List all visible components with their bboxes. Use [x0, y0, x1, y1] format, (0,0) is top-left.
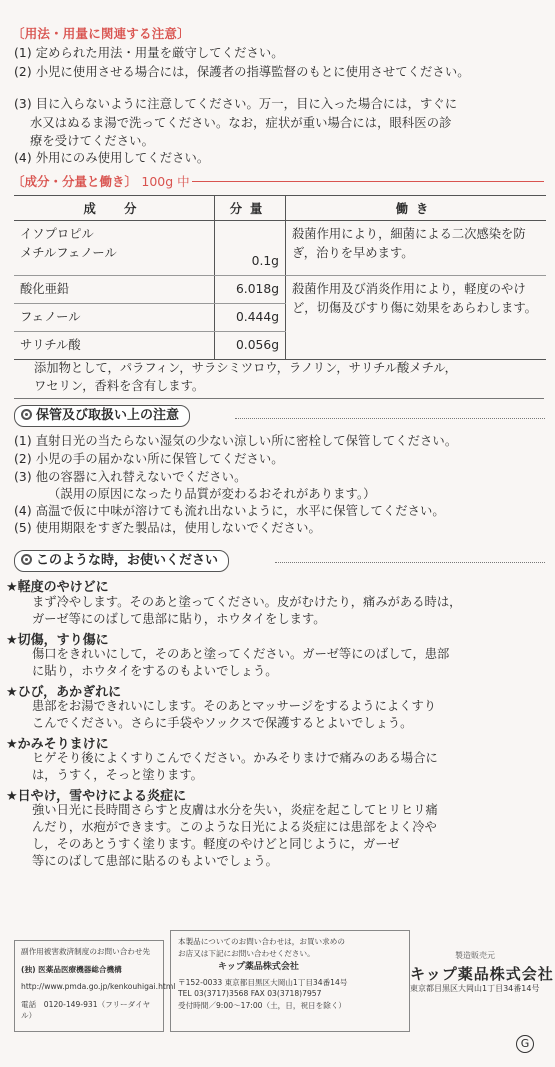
composition-table: [14, 195, 546, 360]
use-body: こんでください。さらに手袋やソックスで保護するとよいでしょう。: [32, 716, 413, 730]
uses-heading-text: このような時，お使いください: [36, 553, 219, 568]
g-mark-icon: G: [516, 1035, 534, 1053]
ingredient-effect: 殺菌作用及び消炎作用により，軽度のやけど，切傷及びすり傷に効果をあらわします。: [286, 276, 547, 360]
use-body: ガーゼ等にのばして患部に貼り，ホウタイをします。: [32, 612, 326, 626]
usage-line: (2) 小児に使用させる場合には，保護者の指導監督のもとに使用させてください。: [14, 65, 470, 79]
relief-phone: 電話 0120-149-931（フリーダイヤル）: [21, 999, 151, 1020]
table-row: [14, 276, 546, 304]
use-body: し，そのあとうすく塗ります。軽度のやけどと同じように，ガーゼ: [32, 837, 400, 851]
bullet-icon: [21, 409, 32, 420]
use-body: まず冷やします。そのあと塗ってください。皮がむけたり，痛みがある時は，: [32, 595, 462, 609]
use-body: 等にのばして患部に貼るのもよいでしょう。: [32, 854, 278, 868]
use-body: は，うすく，そっと塗ります。: [32, 768, 203, 782]
divider: [275, 562, 545, 563]
use-body: 強い日光に長時間さらすと皮膚は水分を失い，炎症を起こしてヒリヒリ痛: [32, 803, 438, 817]
ingredient-effect: 殺菌作用により，細菌による二次感染を防ぎ，治りを早めます。: [286, 221, 547, 276]
storage-heading-text: 保管及び取扱い上の注意: [36, 408, 180, 423]
ingredient-name: サリチル酸: [14, 332, 215, 360]
inquiry-box: [170, 930, 410, 1032]
use-title: ★切傷，すり傷に: [6, 633, 109, 648]
usage-line: (1) 定められた用法・用量を厳守してください。: [14, 46, 284, 60]
relief-url[interactable]: http://www.pmda.go.jp/kenkouhigai.html: [21, 982, 176, 991]
table-header-row: [14, 196, 546, 221]
ingredient-amount: 0.444g: [215, 304, 286, 332]
composition-rule: [192, 181, 544, 182]
use-body: 傷口をきれいにして，そのあと塗ってください。ガーゼ等にのばして，患部: [32, 647, 450, 661]
usage-line: 水又はぬるま湯で洗ってください。なお，症状が重い場合には，眼科医の診: [30, 116, 452, 130]
composition-heading: [12, 172, 190, 190]
use-body: んだり，水疱ができます。このような日光による炎症には患部をよく冷や: [32, 820, 437, 834]
ingredient-name: イソプロピル メチルフェノール: [14, 221, 215, 276]
divider: [235, 418, 545, 419]
composition-heading-text: 〔成分・分量と働き〕: [12, 174, 138, 189]
col-effect: 働き: [286, 196, 547, 221]
col-amount: 分量: [215, 196, 286, 221]
storage-line: (4) 高温で仮に中味が溶けても流れ出ないように，水平に保管してください。: [14, 504, 445, 518]
usage-line: 療を受けてください。: [30, 134, 154, 148]
inquiry-hours: 受付時間／9:00〜17:00（土，日，祝日を除く）: [178, 1000, 347, 1010]
inquiry-line: 本製品についてのお問い合わせは，お買い求めの: [178, 937, 345, 946]
ingredient-name: 酸化亜鉛: [14, 276, 215, 304]
col-ingredient: 成 分: [14, 196, 215, 221]
usage-line: (3) 目に入らないように注意してください。万一，目に入った場合には，すぐに: [14, 97, 458, 111]
use-body: ヒゲそり後によくすりこんでください。かみそりまけで痛みのある場合に: [32, 751, 438, 765]
inquiry-address: 〒152-0033 東京都目黒区大岡山1丁目34番14号: [178, 977, 348, 987]
inquiry-tel: TEL 03(3717)3568 FAX 03(3718)7957: [178, 989, 322, 998]
table-row: [14, 221, 546, 276]
divider: [14, 398, 544, 399]
use-title: ★ひび，あかぎれに: [6, 685, 122, 700]
use-title: ★日やけ，雪やけによる炎症に: [6, 789, 187, 804]
use-title: ★軽度のやけどに: [6, 580, 109, 595]
storage-line: (3) 他の容器に入れ替えないでください。: [14, 470, 247, 484]
storage-heading: [14, 405, 190, 427]
inquiry-line: お店又は下記にお問い合わせください。: [178, 948, 315, 958]
storage-line: (2) 小児の手の届かない所に保管してください。: [14, 452, 284, 466]
maker-name: キップ薬品株式会社: [410, 965, 554, 983]
relief-line: 副作用被害救済制度のお問い合わせ先: [21, 947, 151, 956]
use-body: 患部をお湯できれいにします。そのあとマッサージをするようによくすり: [32, 699, 437, 713]
storage-line: （誤用の原因になったり品質が変わるおそれがあります。）: [48, 487, 376, 501]
maker-address: 東京都目黒区大岡山1丁目34番14号: [410, 984, 540, 993]
ingredient-name: フェノール: [14, 304, 215, 332]
composition-amount-note: 100g 中: [141, 174, 190, 189]
bullet-icon: [21, 554, 32, 565]
use-body: に貼り，ホウタイをするのもよいでしょう。: [32, 664, 278, 678]
usage-heading: 〔用法・用量に関連する注意〕: [12, 26, 190, 41]
additive-line: ワセリン，香料を含有します。: [34, 379, 205, 393]
use-title: ★かみそりまけに: [6, 737, 109, 752]
ingredient-amount: 6.018g: [215, 276, 286, 304]
ingredient-amount: 0.056g: [215, 332, 286, 360]
relief-line: (独) 医薬品医療機器総合機構: [21, 964, 122, 974]
ingredient-amount: 0.1g: [215, 221, 286, 276]
maker-label: 製造販売元: [455, 951, 495, 960]
storage-line: (1) 直射日光の当たらない湿気の少ない涼しい所に密栓して保管してください。: [14, 434, 458, 448]
uses-heading: [14, 550, 229, 572]
storage-line: (5) 使用期限をすぎた製品は，使用しないでください。: [14, 521, 321, 535]
additive-line: 添加物として，パラフィン，サラシミツロウ，ラノリン，サリチル酸メチル，: [34, 361, 457, 375]
inquiry-company: キップ薬品株式会社: [218, 962, 299, 972]
usage-line: (4) 外用にのみ使用してください。: [14, 151, 210, 165]
relief-contact-box: [14, 940, 176, 1032]
